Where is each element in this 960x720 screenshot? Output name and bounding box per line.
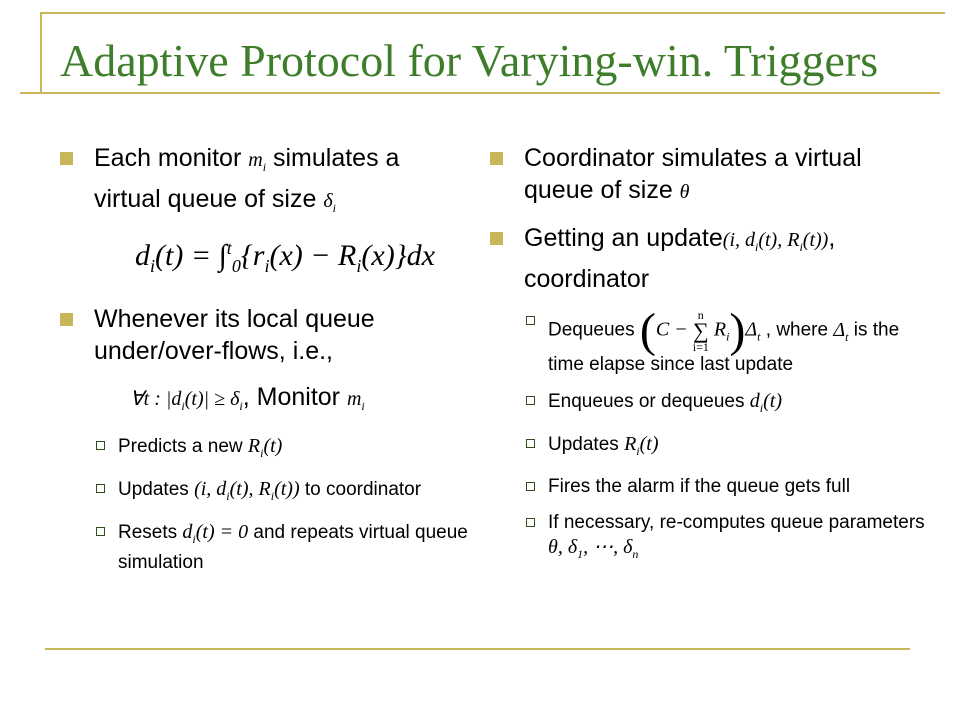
math-theta: θ: [679, 181, 690, 203]
overflow-condition: ∀t : $|d_i(t)| \ge \delta_i$, Monitor $m_i$: [130, 381, 470, 422]
square-bullet-icon: [490, 232, 503, 245]
right-sub-updates: Updates $R_i(t)$: [526, 432, 930, 463]
math-delta-i: $\delta_i$: [323, 190, 336, 215]
math-forall-condition: ∀t : $|d_i(t)| \ge \delta_i$: [130, 388, 243, 413]
right-bullet-coordinator: Coordinator simulates a virtual queue of size θ: [490, 142, 930, 208]
left-sub-resets: Resets $d_i(t) = 0$ and repeats virtual queue simulation: [96, 520, 470, 575]
left-sub-predict: Predicts a new $R_i(t)$: [96, 434, 470, 465]
right-sub-alarm: Fires the alarm if the queue gets full: [526, 475, 930, 499]
right-sub-dequeues: Dequeues (C − n ∑ i=1 $R_i)\Delta_t$ , where $\Delta_t$ is the time elapse since last update: [526, 309, 930, 377]
right-sub-enqueues: Enqueues or dequeues $d_i(t)$: [526, 389, 930, 420]
left-bullet-monitor: Each monitor $m_i$ simulates a virtual queue of size $\delta_i$: [60, 142, 470, 224]
footer-line: [45, 648, 910, 650]
slide-title: Adaptive Protocol for Varying-win. Triggers: [60, 35, 879, 86]
square-bullet-icon: [60, 152, 73, 165]
math-m-i: $m_i$: [248, 149, 267, 174]
decorative-top-line: [40, 12, 945, 14]
right-column: [490, 142, 930, 578]
right-sublist: [526, 304, 930, 566]
hollow-square-bullet-icon: [96, 527, 105, 536]
hollow-square-bullet-icon: [526, 396, 535, 405]
hollow-square-bullet-icon: [526, 439, 535, 448]
math-dequeue-expression: (C − n ∑ i=1 $R_i)\Delta_t$: [639, 304, 761, 357]
right-sub-recompute: If necessary, re-computes queue parameters θ, $\delta_1$, ⋯, $\delta_n$: [526, 511, 930, 566]
hollow-square-bullet-icon: [96, 441, 105, 450]
math-m-i: $m_i$: [346, 388, 365, 413]
right-bullet-update: Getting an update(i, $d_i(t)$, $R_i(t)$), coordinator: [490, 222, 930, 295]
hollow-square-bullet-icon: [96, 484, 105, 493]
left-column: [60, 142, 470, 587]
decorative-vertical-line: [40, 12, 42, 94]
square-bullet-icon: [60, 313, 73, 326]
left-sublist: [96, 434, 470, 575]
left-sub-updates: Updates (i, $d_i(t)$, $R_i(t)$) to coordinator: [96, 477, 470, 508]
queue-integral-equation: $d_i(t) = \int^t_0\{r_i(x) - R_i(x)\}dx$: [135, 238, 435, 276]
hollow-square-bullet-icon: [526, 482, 535, 491]
hollow-square-bullet-icon: [526, 518, 535, 527]
title-underline: [20, 92, 940, 94]
hollow-square-bullet-icon: [526, 316, 535, 325]
left-bullet-overflow: Whenever its local queue under/over-flows, i.e.,: [60, 303, 470, 367]
square-bullet-icon: [490, 152, 503, 165]
